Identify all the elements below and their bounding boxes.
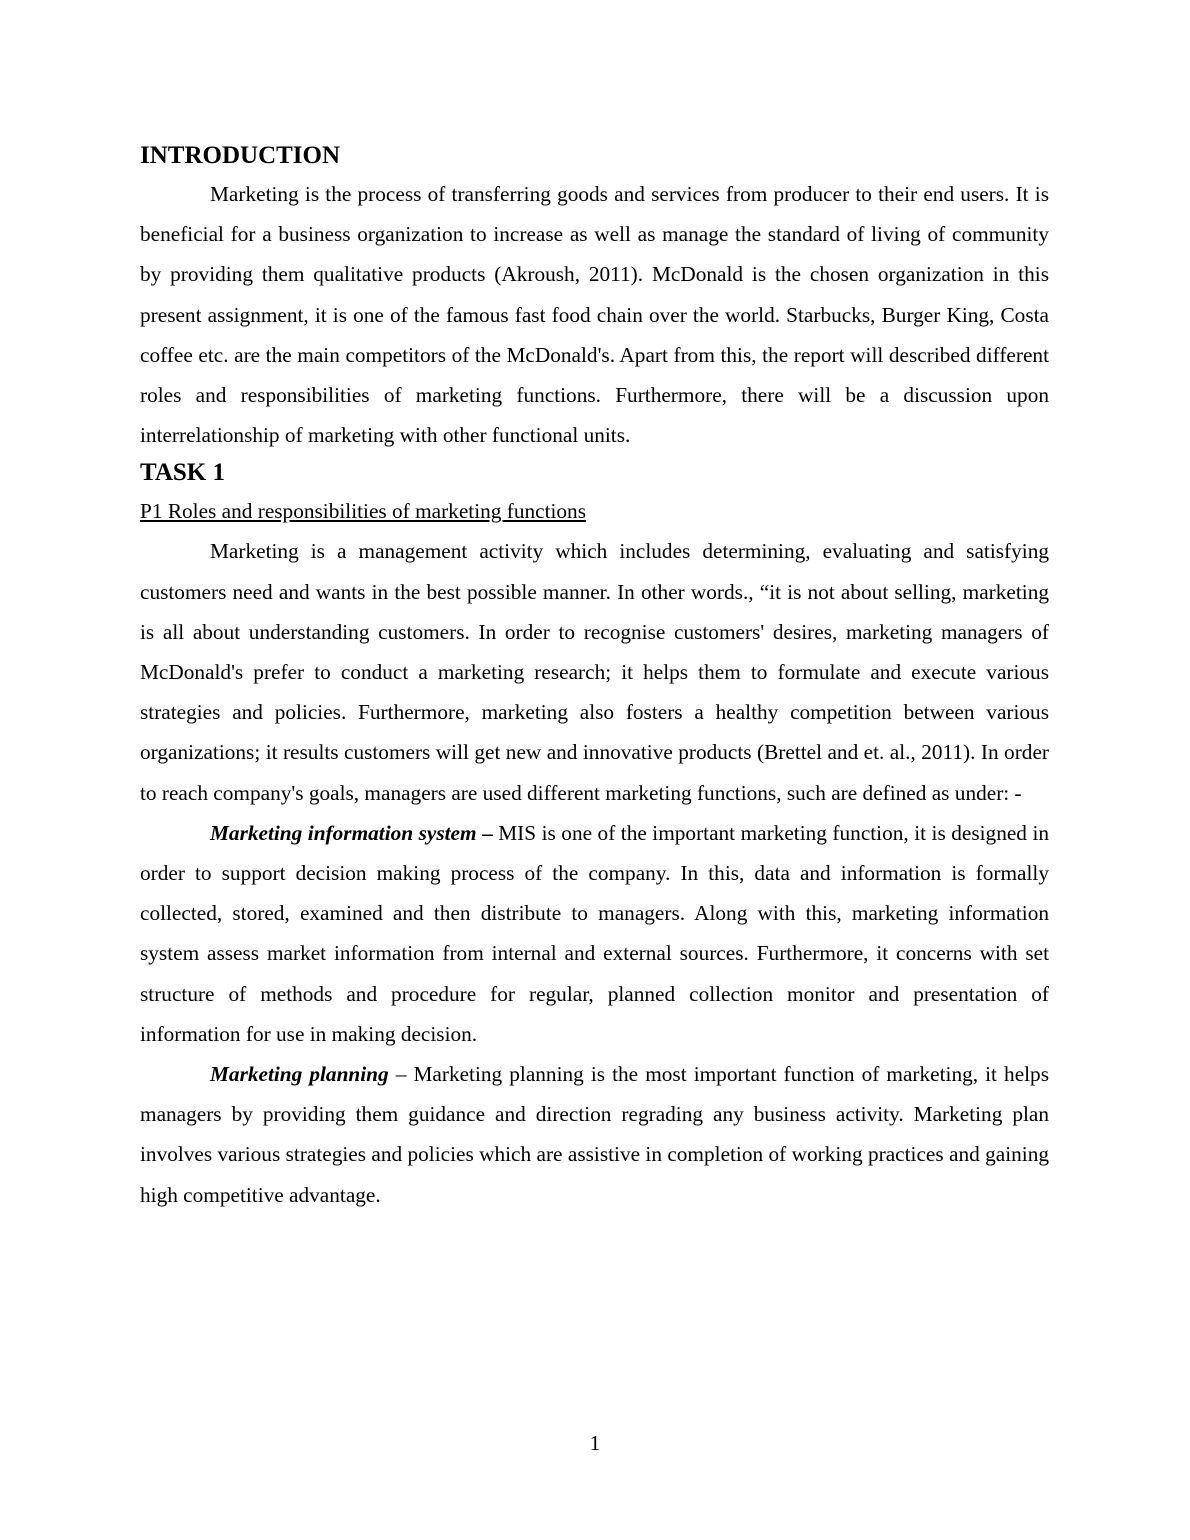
planning-text: – Marketing planning is the most important function of marketing, it helps managers by providing them guidance and direction regrading any business activity. Marketing plan involves various strategies and policies which are assistive in completion of working practices and gaining high competitive advantage. <box>140 1062 1049 1207</box>
page-content <box>140 138 1049 1215</box>
task1-subheading: P1 Roles and responsibilities of marketing functions <box>140 499 586 524</box>
mis-term: Marketing information system <box>210 820 477 845</box>
introduction-heading: INTRODUCTION <box>140 142 341 169</box>
planning-paragraph <box>140 1054 1049 1215</box>
mis-dash: – <box>476 820 493 845</box>
task1-paragraph: Marketing is a management activity which includes determining, evaluating and satisfying customers need and wants in the best possible manner. In other words., “it is not about selling, marketing is all about understanding customers. In order to recognise customers' desires, marketing managers of McDonald's prefer to conduct a marketing research; it helps them to formulate and execute various strategies and policies. Furthermore, marketing also fosters a healthy competition between various organizations; it results customers will get new and innovative products (Brettel and et. al., 2011). In order to reach company's goals, managers are used different marketing functions, such are defined as under: - <box>140 539 1049 805</box>
introduction-paragraph: Marketing is the process of transferring goods and services from producer to their end users. It is beneficial for a business organization to increase as well as manage the standard of living of community by providing them qualitative products (Akroush, 2011). McDonald is the chosen organization in this present assignment, it is one of the famous fast food chain over the world. Starbucks, Burger King, Costa coffee etc. are the main competitors of the McDonald's. Apart from this, the report will described different roles and responsibilities of marketing functions. Furthermore, there will be a discussion upon interrelationship of marketing with other functional units. <box>140 182 1049 448</box>
page-number: 1 <box>589 1431 601 1455</box>
task1-heading: TASK 1 <box>140 459 225 487</box>
mis-paragraph <box>140 813 1049 1054</box>
mis-text: MIS is one of the important marketing function, it is designed in order to support decision making process of the company. In this, data and information is formally collected, stored, examined and then distribute to managers. Along with this, marketing information system assess market information from internal and external sources. Furthermore, it concerns with set structure of methods and procedure for regular, planned collection monitor and presentation of information for use in making decision. <box>140 820 1050 1046</box>
planning-term: Marketing planning <box>210 1062 389 1087</box>
